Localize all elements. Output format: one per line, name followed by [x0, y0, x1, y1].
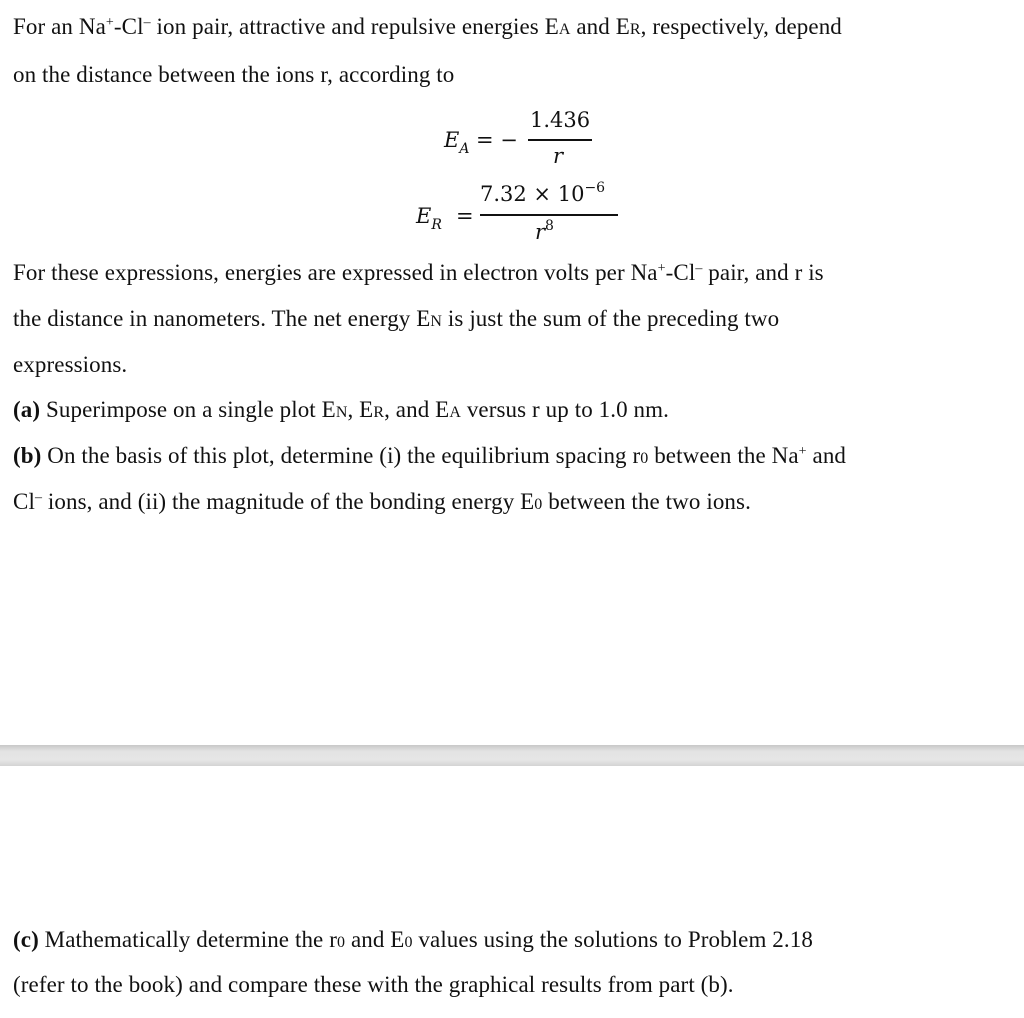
part-a-label: (a) — [13, 397, 41, 422]
part-b-line-2: Cl– ions, and (ii) the magnitude of the bonding energy E0 between the two ions. — [13, 489, 751, 514]
paragraph2-line-3: expressions. — [13, 352, 128, 377]
eq1-denominator: r — [553, 144, 564, 168]
paragraph2-line-2: the distance in nanometers. The net energy EN is just the sum of the preceding two — [13, 306, 780, 331]
eq2-denominator: $r^8$ — [535, 218, 554, 244]
eq1-equals: = − — [476, 128, 518, 152]
eq1-numerator: 1.436 — [530, 108, 591, 132]
part-c-label: (c) — [13, 927, 39, 952]
page-divider — [0, 745, 1024, 766]
part-b-label: (b) — [13, 443, 42, 468]
eq1-lhs: $E_A$ — [444, 128, 470, 157]
eq2-fraction-bar — [480, 214, 618, 216]
intro-line-2: on the distance between the ions r, according to — [13, 62, 455, 87]
eq2-numerator: $7.32 \times 10^{-6}$ — [480, 180, 606, 206]
intro-line-1: For an Na+-Cl– ion pair, attractive and repulsive energies EA and ER, respectively, depend — [13, 14, 842, 39]
part-c-line-1: (c) Mathematically determine the r0 and E0 values using the solutions to Problem 2.18 — [13, 927, 813, 952]
part-a: (a) Superimpose on a single plot EN, ER, and EA versus r up to 1.0 nm. — [13, 397, 669, 422]
eq2-equals: = — [456, 204, 474, 228]
eq1-fraction-bar — [528, 139, 592, 141]
eq2-lhs: $E_R$ — [416, 204, 442, 233]
part-c-line-2: (refer to the book) and compare these with the graphical results from part (b). — [13, 972, 734, 997]
paragraph2-line-1: For these expressions, energies are expressed in electron volts per Na+-Cl– pair, and r is — [13, 260, 824, 285]
part-b-line-1: (b) On the basis of this plot, determine (i) the equilibrium spacing r0 between the Na+ and — [13, 443, 847, 468]
